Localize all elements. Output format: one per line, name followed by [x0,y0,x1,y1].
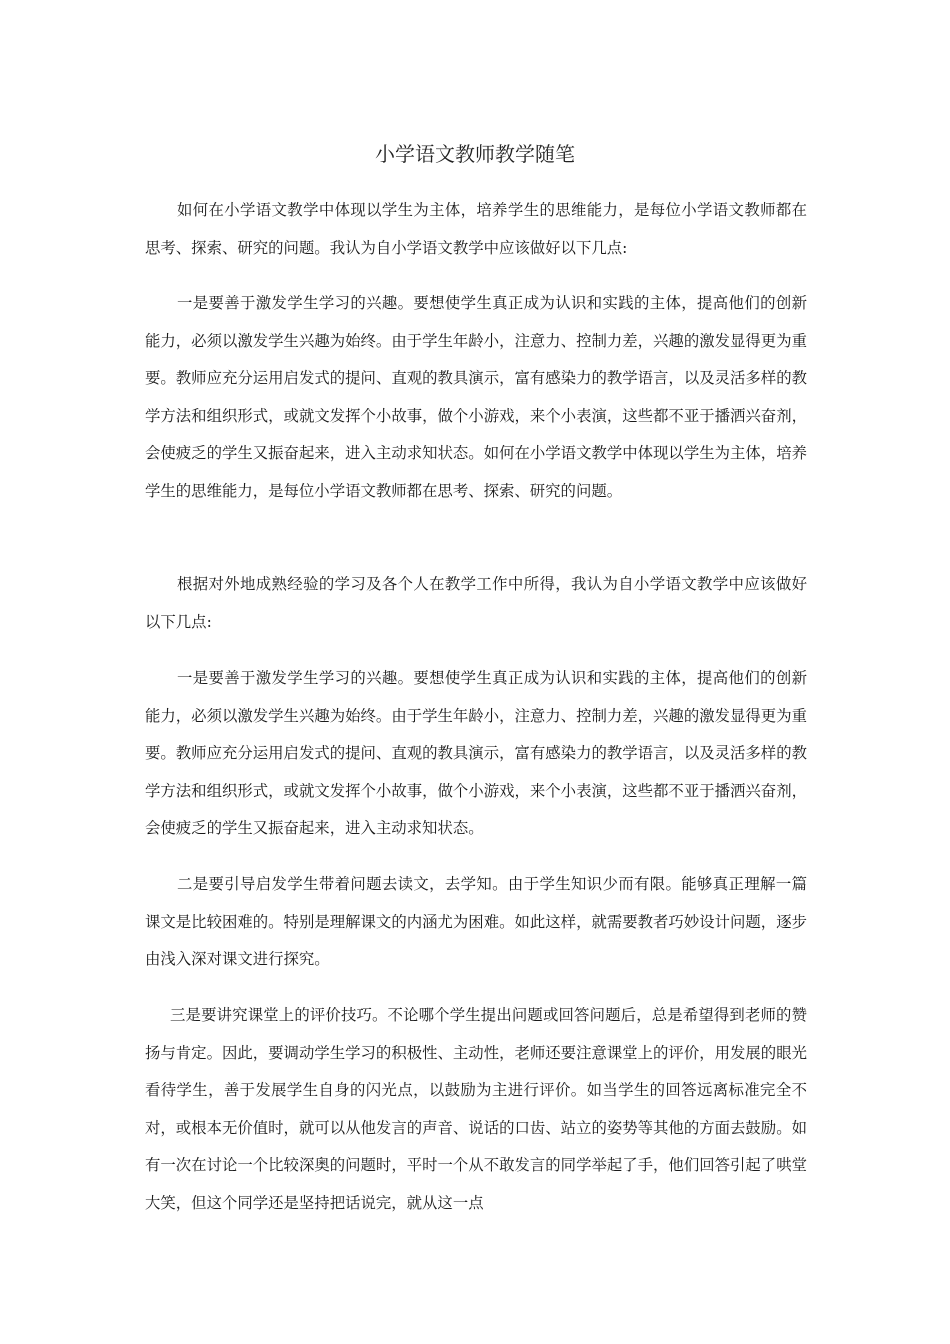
paragraph-point-one: 一是要善于激发学生学习的兴趣。要想使学生真正成为认识和实践的主体，提高他们的创新能力，必须以激发学生兴趣为始终。由于学生年龄小，注意力、控制力差，兴趣的激发显得更为重要。教师应充分运用启发式的提问、直观的教具演示，富有感染力的教学语言，以及灵活多样的教学方法和组织形式，或就文发挥个小故事，做个小游戏，来个小表演，这些都不亚于播洒兴奋剂，会使疲乏的学生又振奋起来，进入主动求知状态。如何在小学语文教学中体现以学生为主体，培养学生的思维能力，是每位小学语文教师都在思考、探索、研究的问题。 [145,294,807,500]
paragraph-point-two: 二是要引导启发学生带着问题去读文，去学知。由于学生知识少而有限。能够真正理解一篇课文是比较困难的。特别是理解课文的内涵尤为困难。如此这样，就需要教者巧妙设计问题，逐步由浅入深对课文进行探究。 [145,875,807,968]
paragraph-basis: 根据对外地成熟经验的学习及各个人在教学工作中所得，我认为自小学语文教学中应该做好以下几点: [145,575,807,631]
paragraph-point-three: 三是要讲究课堂上的评价技巧。不论哪个学生提出问题或回答问题后，总是希望得到老师的赞扬与肯定。因此，要调动学生学习的积极性、主动性，老师还要注意课堂上的评价，用发展的眼光看待学生，善于发展学生自身的闪光点，以鼓励为主进行评价。如当学生的回答远离标准完全不对，或根本无价值时，就可以从他发言的声音、说话的口齿、站立的姿势等其他的方面去鼓励。如有一次在讨论一个比较深奥的问题时，平时一个从不敢发言的同学举起了手，他们回答引起了哄堂大笑，但这个同学还是坚持把话说完，就从这一点 [145,1006,807,1212]
paragraph-point-one-repeat: 一是要善于激发学生学习的兴趣。要想使学生真正成为认识和实践的主体，提高他们的创新能力，必须以激发学生兴趣为始终。由于学生年龄小，注意力、控制力差，兴趣的激发显得更为重要。教师应充分运用启发式的提问、直观的教具演示，富有感染力的教学语言，以及灵活多样的教学方法和组织形式，或就文发挥个小故事，做个小游戏，来个小表演，这些都不亚于播洒兴奋剂，会使疲乏的学生又振奋起来，进入主动求知状态。 [145,669,807,837]
document-title: 小学语文教师教学随笔 [375,142,575,166]
paragraph-intro: 如何在小学语文教学中体现以学生为主体，培养学生的思维能力，是每位小学语文教师都在思考、探索、研究的问题。我认为自小学语文教学中应该做好以下几点: [145,201,807,257]
